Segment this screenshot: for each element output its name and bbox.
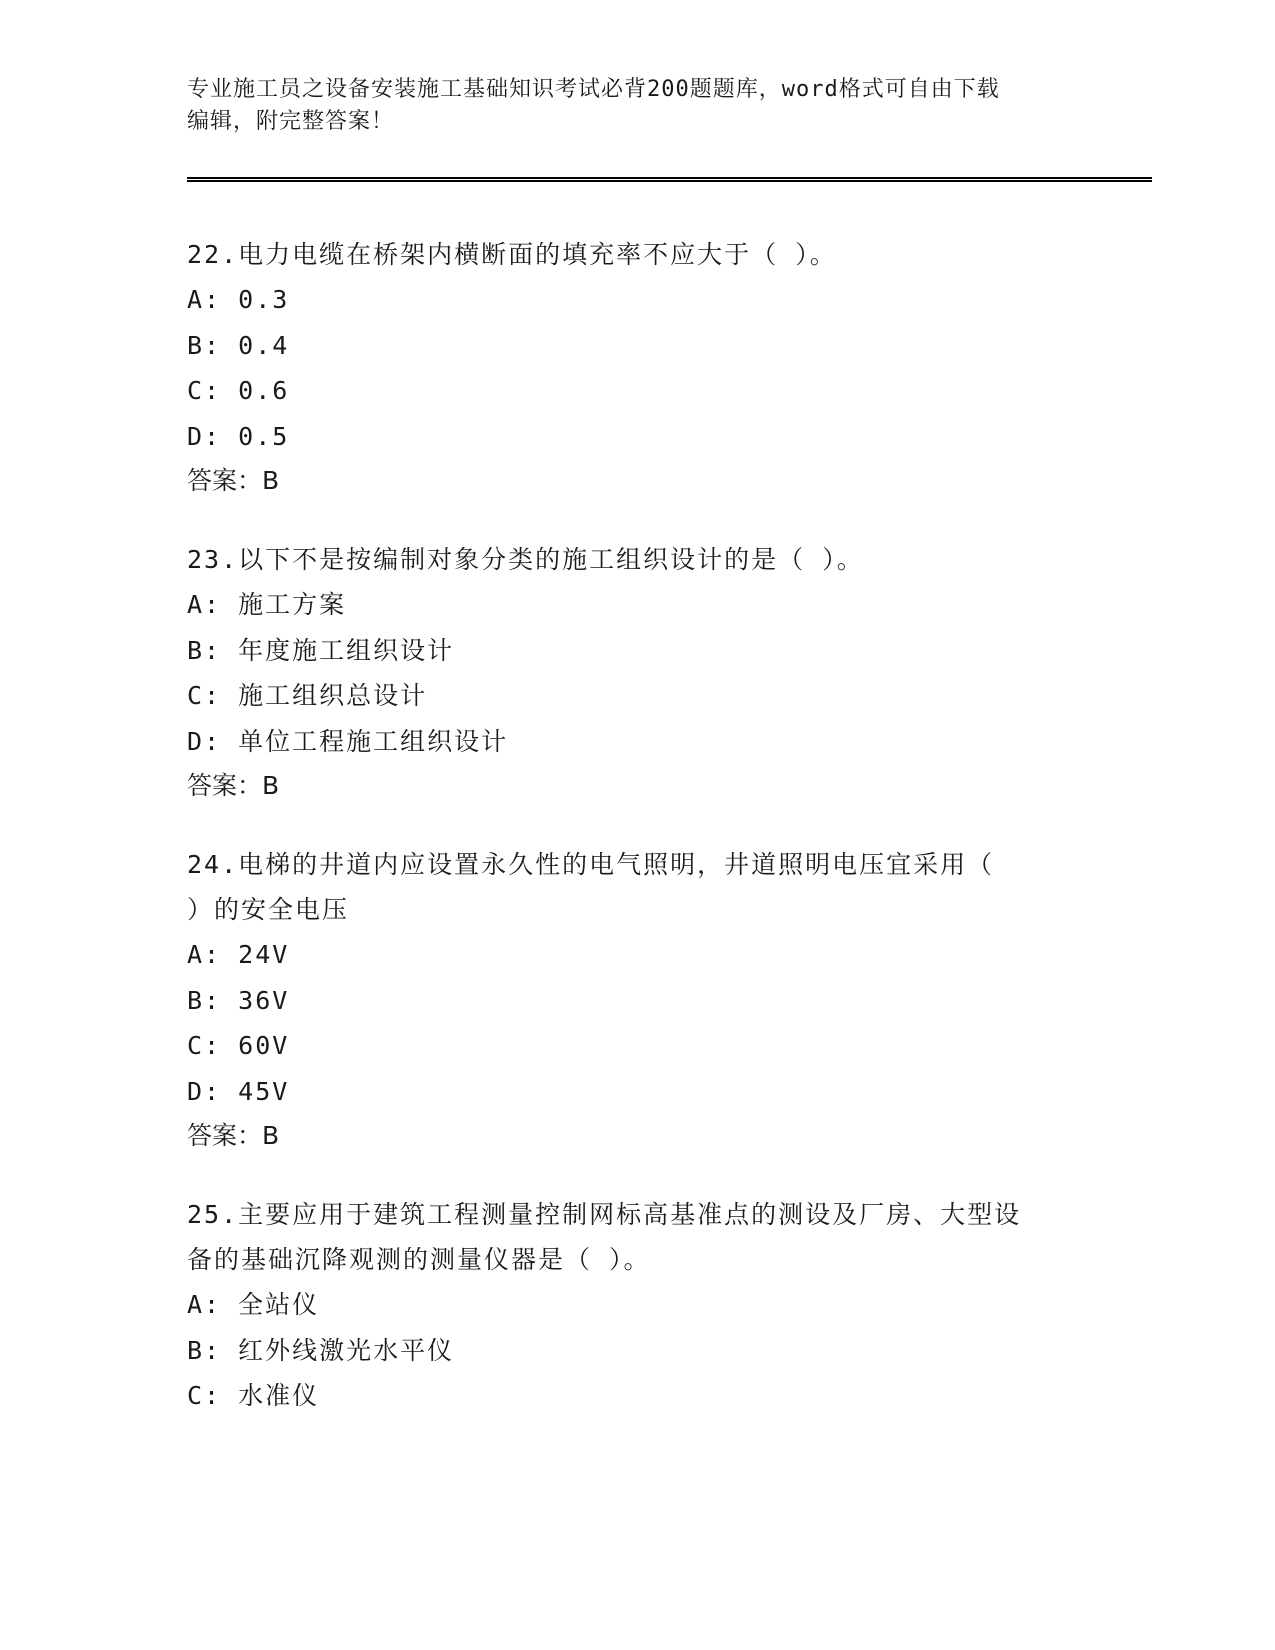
header-title-line-1: 专业施工员之设备安装施工基础知识考试必背200题题库，word格式可自由下载 <box>187 77 1000 102</box>
option-a: A: 全站仪 <box>187 1290 320 1319</box>
option-b: B: 年度施工组织设计 <box>187 635 455 665</box>
question-stem: 23.以下不是按编制对象分类的施工组织设计的是（ ）。 <box>187 545 864 574</box>
option-c: C: 水准仪 <box>187 1381 320 1410</box>
question-stem-line-2: ）的安全电压 <box>187 895 350 924</box>
option-d: D: 0.5 <box>187 421 290 451</box>
option-b: B: 36V <box>187 985 290 1015</box>
answer-line: 答案：B <box>187 1121 280 1150</box>
option-d: D: 45V <box>187 1076 290 1106</box>
answer-line: 答案：B <box>187 466 280 495</box>
document-header <box>187 74 1067 138</box>
header-double-rule <box>187 177 1152 182</box>
question-24 <box>187 842 1087 1158</box>
option-b: B: 红外线激光水平仪 <box>187 1335 455 1365</box>
option-c: C: 0.6 <box>187 376 290 405</box>
question-stem-line-2: 备的基础沉降观测的测量仪器是（ ）。 <box>187 1245 651 1274</box>
answer-line: 答案：B <box>187 771 280 800</box>
option-a: A: 24V <box>187 940 290 969</box>
option-a: A: 0.3 <box>187 285 290 314</box>
question-list <box>187 232 1087 1453</box>
question-stem-line-1: 24.电梯的井道内应设置永久性的电气照明，井道照明电压宜采用（ <box>187 850 995 879</box>
option-b: B: 0.4 <box>187 330 290 360</box>
option-c: C: 施工组织总设计 <box>187 681 428 710</box>
question-25 <box>187 1192 1087 1419</box>
question-stem-line-1: 25.主要应用于建筑工程测量控制网标高基准点的测设及厂房、大型设 <box>187 1200 1022 1229</box>
option-c: C: 60V <box>187 1031 290 1060</box>
header-title-line-2: 编辑，附完整答案！ <box>187 109 395 134</box>
option-d: D: 单位工程施工组织设计 <box>187 726 509 756</box>
question-22 <box>187 232 1087 503</box>
question-stem: 22.电力电缆在桥架内横断面的填充率不应大于（ ）。 <box>187 240 837 269</box>
option-a: A: 施工方案 <box>187 590 347 619</box>
question-23 <box>187 537 1087 808</box>
